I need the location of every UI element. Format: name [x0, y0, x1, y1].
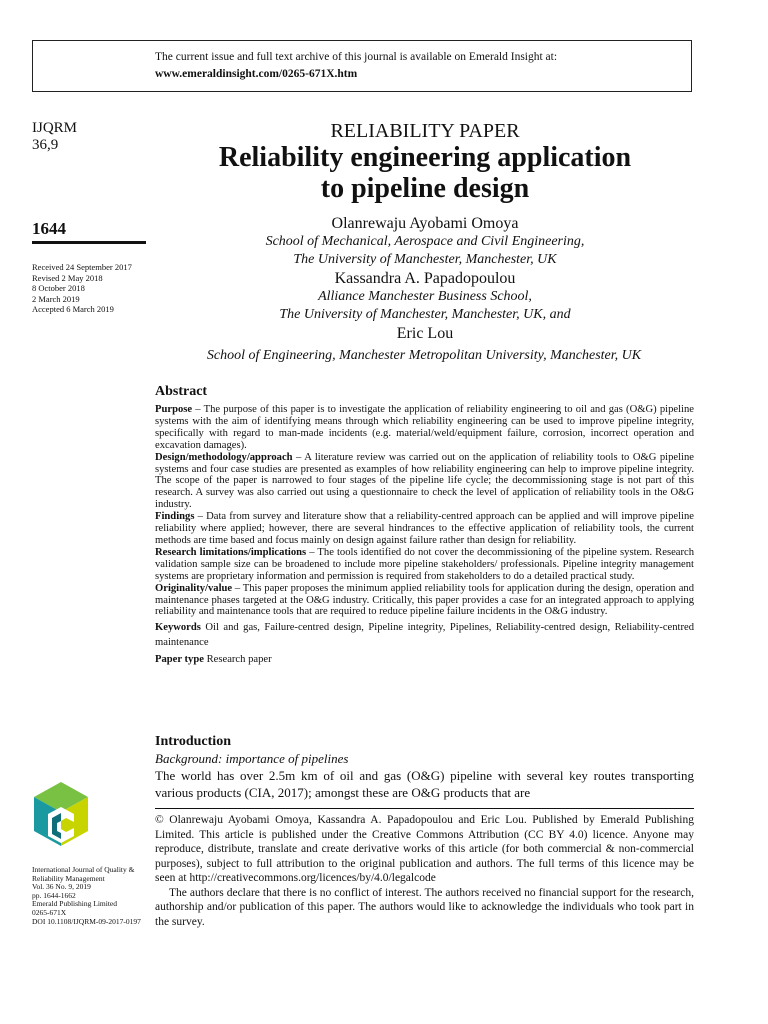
journal-code — [32, 120, 150, 154]
purpose-text: – The purpose of this paper is to investigate the application of reliability engineering to oil and gas (O&G) pipeline systems with the aim of identifying means through which reliability engineering can be used to improve pipeline integrity, specifically with regard to man-made incidents (e.g. material/weld/equipment failure, corrosion, incorrect operation and excavation damages). — [155, 404, 694, 451]
date-line: 2 March 2019 — [32, 293, 80, 304]
author-affiliation: School of Engineering, Manchester Metropolitan University, Manchester, UK — [206, 348, 642, 363]
emerald-logo-icon — [30, 780, 92, 852]
abstract-design — [155, 452, 694, 512]
author-block — [155, 214, 695, 343]
journal-url-link[interactable]: www.emeraldinsight.com/0265-671X.htm — [155, 68, 358, 80]
findings-text: – Data from survey and literature show that a reliability-centred approach can be applied and will improve pipeline reliability where applied; however, there are several hindrances to the effective application of reliability tools, the current methods are time based and focus mainly on design against failure rather than design for reliability. — [155, 511, 694, 546]
author-name: Kassandra A. Papadopoulou — [334, 270, 516, 287]
date-line: 8 October 2018 — [32, 283, 85, 293]
title-line: to pipeline design — [320, 173, 530, 204]
limitations-label: Research limitations/implications — [155, 546, 307, 558]
date-line: Accepted 6 March 2019 — [32, 304, 114, 314]
abstract-body — [155, 404, 694, 667]
abstract-purpose — [155, 404, 694, 452]
findings-label: Findings — [155, 511, 195, 523]
page-number: 1644 — [32, 219, 66, 238]
pubinfo-line: 0265-671X — [32, 907, 67, 917]
date-line: Received 24 September 2017 — [32, 262, 132, 272]
pubinfo-line: Reliability Management — [32, 873, 105, 883]
limitations-text: – The tools identified do not cover the decommissioning of the pipeline system. Research validation sample size can be broadened to include more pipeline stakeholders/ professionals. Pipeline integrity management systems are proprietary information and permission is required from stakeholders to do a detailed practical study. — [155, 546, 695, 582]
abstract-keywords — [155, 620, 694, 650]
title-line: Reliability engineering application — [218, 142, 632, 173]
article-type-kicker: RELIABILITY PAPER — [330, 120, 520, 142]
paper-type-text: Research paper — [203, 654, 272, 666]
access-notice-text: The current issue and full text archive of this journal is available on Emerald Insight at: — [155, 51, 558, 63]
author-name: Olanrewaju Ayobami Omoya — [331, 215, 519, 232]
doi-link[interactable]: DOI 10.1108/IJQRM-09-2017-0197 — [32, 916, 141, 926]
footnote — [155, 813, 694, 929]
keywords-label: Keywords — [155, 622, 201, 634]
abstract-limitations — [155, 547, 694, 583]
author-affiliation: The University of Manchester, Manchester, UK — [293, 252, 557, 267]
author-affiliation: Alliance Manchester Business School, — [318, 289, 532, 304]
abstract-originality — [155, 583, 694, 619]
pubinfo-line: Vol. 36 No. 9, 2019 — [32, 882, 91, 892]
received-dates — [32, 262, 150, 315]
design-text: – A literature review was carried out on the application of reliability tools to O&G pipeline systems and four case studies are presented as examples of how reliability engineering can help to improve pipeline integrity. The scope of the paper is narrowed to four stages of the pipeline life cycle; the decommissioning stage is not part of this research. A survey was also carried out using a questionnaire to check the level of application of reliability tools in the O&G industry. — [155, 451, 694, 511]
license-text: © Olanrewaju Ayobami Omoya, Kassandra A. Papadopoulou and Eric Lou. Published by Emerald Publishing Limited. This article is published under the Creative Commons Attribution (CC BY 4.0) licence. Anyone may reproduce, distribute, translate and create derivative works of this article (for both commercial & non-commercial purposes), subject to full attribution to the original publication and authors. The full terms of this licence may be seen at http://creativecommons.org/licences/by/4.0/legalcode — [155, 814, 694, 884]
author-affiliation: The University of Manchester, Manchester, UK, and — [279, 307, 571, 322]
journal-abbr: IJQRM — [32, 120, 78, 136]
originality-text: – This paper proposes the minimum applied reliability tools for application during the design, operation and maintenance phases targeted at the O&G industry. Critically, this paper provides a case for an integrated approach to applying reliability and maintenance tools that are required to reduce pipeline failure incidents in the O&G industry. — [155, 582, 694, 618]
publication-info — [32, 866, 148, 926]
keywords-text: Oil and gas, Failure-centred design, Pipeline integrity, Pipelines, Reliability-centred design, Reliability-centred maintenance — [155, 622, 694, 649]
pubinfo-line: Emerald Publishing Limited — [32, 899, 117, 909]
volume-issue: 36,9 — [32, 137, 59, 153]
introduction-heading: Introduction — [155, 734, 231, 749]
page-number-rule — [32, 241, 146, 244]
abstract-heading: Abstract — [155, 384, 208, 399]
paper-type-label: Paper type — [155, 654, 204, 666]
article-title — [155, 142, 695, 204]
originality-label: Originality/value — [155, 582, 233, 594]
pubinfo-line: pp. 1644-1662 — [32, 890, 76, 900]
date-line: Revised 2 May 2018 — [32, 272, 103, 283]
abstract-findings — [155, 511, 694, 547]
design-label: Design/methodology/approach — [155, 451, 293, 463]
purpose-label: Purpose — [155, 404, 193, 415]
author-affiliation: School of Mechanical, Aerospace and Civil Engineering, — [265, 234, 585, 249]
declaration-text: The authors declare that there is no conflict of interest. The authors received no financial support for the research, authorship and/or publication of this paper. The authors would like to acknowledge the individuals who took part in the survey. — [155, 886, 694, 928]
introduction-text: The world has over 2.5m km of oil and gas (O&G) pipeline with several key routes transporting various products (CIA, 2017); amongst these are O&G products that are — [155, 768, 694, 800]
access-notice-box — [32, 40, 692, 92]
author-affiliation-wide — [150, 347, 698, 365]
footnote-rule — [155, 808, 694, 809]
introduction-subheading: Background: importance of pipelines — [155, 751, 349, 766]
author-name: Eric Lou — [396, 325, 454, 342]
abstract-paper-type — [155, 652, 694, 667]
pubinfo-line: International Journal of Quality & — [32, 865, 135, 874]
